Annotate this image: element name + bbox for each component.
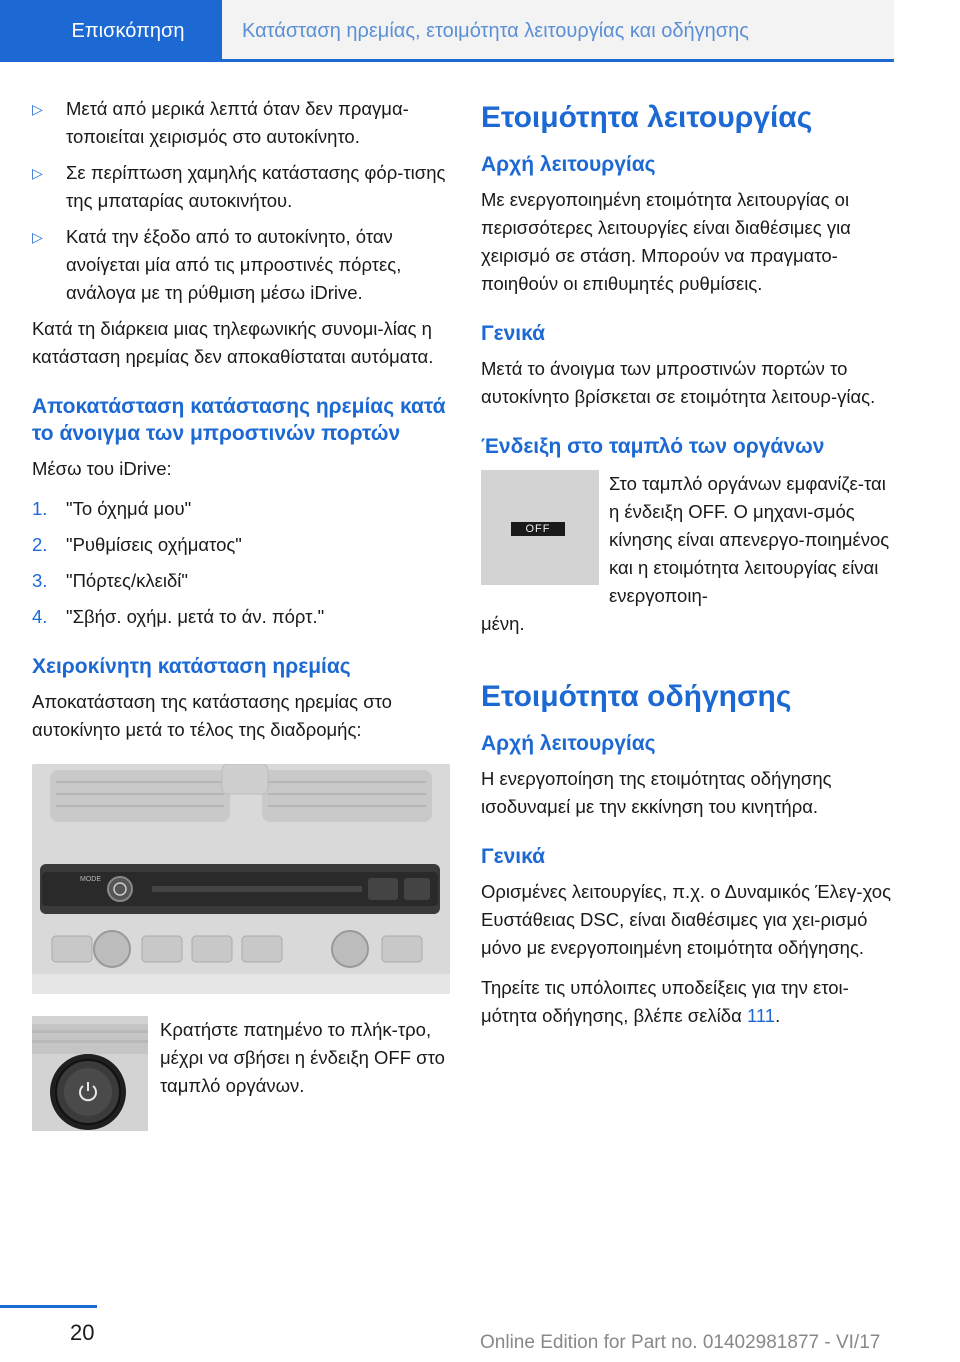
subsection-heading: Γενικά bbox=[481, 322, 546, 345]
paragraph: Αποκατάσταση της κατάστασης ηρεμίας στο αυτοκίνητο μετά το τέλος της διαδρομής: bbox=[32, 691, 392, 740]
list-item: 4. "Σβήσ. οχήμ. μετά το άν. πόρτ." bbox=[32, 606, 325, 627]
paragraph: Μετά το άνοιγμα των μπροστινών πορτών το αυτοκίνητο βρίσκεται σε ετοιμότητα λειτουρ‐γίας. bbox=[481, 358, 876, 407]
page-number: 20 bbox=[70, 1320, 95, 1345]
triangle-bullet-icon: ▷ bbox=[32, 165, 43, 181]
subsection-heading: Αρχή λειτουργίας bbox=[481, 153, 656, 176]
list-item: ▷ Μετά από μερικά λεπτά όταν δεν πραγμα‐τοποιείται χειρισμός στο αυτοκίνητο. bbox=[32, 95, 450, 151]
triangle-bullet-icon: ▷ bbox=[32, 229, 43, 245]
list-item: ▷ Κατά την έξοδο από το αυτοκίνητο, όταν ανοίγεται μία από τις μπροστινές πόρτες, ανάλογα με τη ρύθμιση μέσω iDrive. bbox=[32, 223, 450, 307]
paragraph: Με ενεργοποιημένη ετοιμότητα λειτουργίας οι περισσότερες λειτουργίες είναι διαθέσιμες για χειρισμό σε στάση. Μπορούν να πραγματο‐ποιηθούν οι επιθυμητές ρυθμίσεις. bbox=[481, 189, 851, 294]
header-underline bbox=[222, 59, 894, 62]
section-title: Ετοιμότητα οδήγησης bbox=[481, 680, 792, 713]
tab-overview[interactable]: Επισκόπηση bbox=[0, 0, 222, 62]
tab-section[interactable]: Κατάσταση ηρεμίας, ετοιμότητα λειτουργίας και οδήγησης bbox=[222, 0, 894, 62]
paragraph: Τηρείτε τις υπόλοιπες υποδείξεις για την ετοι‐μότητα οδήγησης, βλέπε σελίδα 111. bbox=[481, 977, 849, 1026]
paragraph: Η ενεργοποίηση της ετοιμότητας οδήγησης ισοδυναμεί με την εκκίνηση του κινητήρα. bbox=[481, 768, 832, 817]
off-indicator: OFF bbox=[511, 522, 565, 536]
subsection-heading: Ένδειξη στο ταμπλό των οργάνων bbox=[481, 435, 825, 458]
center-console-image bbox=[32, 764, 450, 994]
paragraph: Στο ταμπλό οργάνων εμφανίζε‐ται η ένδειξη OFF. Ο μηχανι‐σμός κίνησης είναι απενεργο‐ποιημένος και η ετοιμότητα λειτουργίας είναι ενεργοποιη‐ bbox=[609, 473, 890, 606]
page-link[interactable]: 111 bbox=[746, 1005, 776, 1026]
paragraph: Μέσω του iDrive: bbox=[32, 458, 172, 479]
instrument-cluster-image bbox=[481, 470, 599, 585]
subsection-heading: Αρχή λειτουργίας bbox=[481, 732, 656, 755]
footer-rule bbox=[0, 1305, 97, 1308]
center-console-illustration bbox=[32, 764, 450, 994]
section-title: Ετοιμότητα λειτουργίας bbox=[481, 101, 813, 134]
section-heading: Χειροκίνητη κατάσταση ηρεμίας bbox=[32, 655, 351, 678]
svg-text:MODE: MODE bbox=[80, 876, 101, 883]
list-item: ▷ Σε περίπτωση χαμηλής κατάστασης φόρ‐τισης της μπαταρίας αυτοκινήτου. bbox=[32, 159, 450, 215]
knob-instruction-row bbox=[32, 1016, 450, 1131]
right-column bbox=[481, 95, 899, 1042]
edition-text: Online Edition for Part no. 01402981877 - VI/17 bbox=[480, 1332, 881, 1353]
paragraph: Κατά τη διάρκεια μιας τηλεφωνικής συνομι‐λίας η κατάσταση ηρεμίας δεν αποκαθίσταται αυτόματα. bbox=[32, 318, 434, 367]
paragraph: μένη. bbox=[481, 613, 525, 634]
left-column bbox=[32, 95, 450, 1131]
power-knob-image bbox=[32, 1016, 148, 1131]
list-item: 3. "Πόρτες/κλειδί" bbox=[32, 570, 188, 591]
page-header bbox=[0, 0, 960, 62]
knob-instruction-text: Κρατήστε πατημένο το πλήκ‐τρο, μέχρι να σβήσει η ένδειξη OFF στο ταμπλό οργάνων. bbox=[160, 1019, 445, 1096]
steps-list bbox=[32, 495, 450, 631]
off-indicator-row bbox=[481, 470, 899, 610]
list-item: 1. "Το όχημά μου" bbox=[32, 498, 192, 519]
triangle-bullet-icon: ▷ bbox=[32, 101, 43, 117]
paragraph: Ορισμένες λειτουργίες, π.χ. ο Δυναμικός Έλεγ‐χος Ευστάθειας DSC, είναι διαθέσιμες για χει‐ρισμό μόνο με ενεργοποιημένη ετοιμότητα οδήγησης. bbox=[481, 881, 891, 958]
list-item: 2. "Ρυθμίσεις οχήματος" bbox=[32, 534, 242, 555]
section-heading: Αποκατάσταση κατάστασης ηρεμίας κατά το άνοιγμα των μπροστινών πορτών bbox=[32, 395, 446, 445]
subsection-heading: Γενικά bbox=[481, 845, 546, 868]
